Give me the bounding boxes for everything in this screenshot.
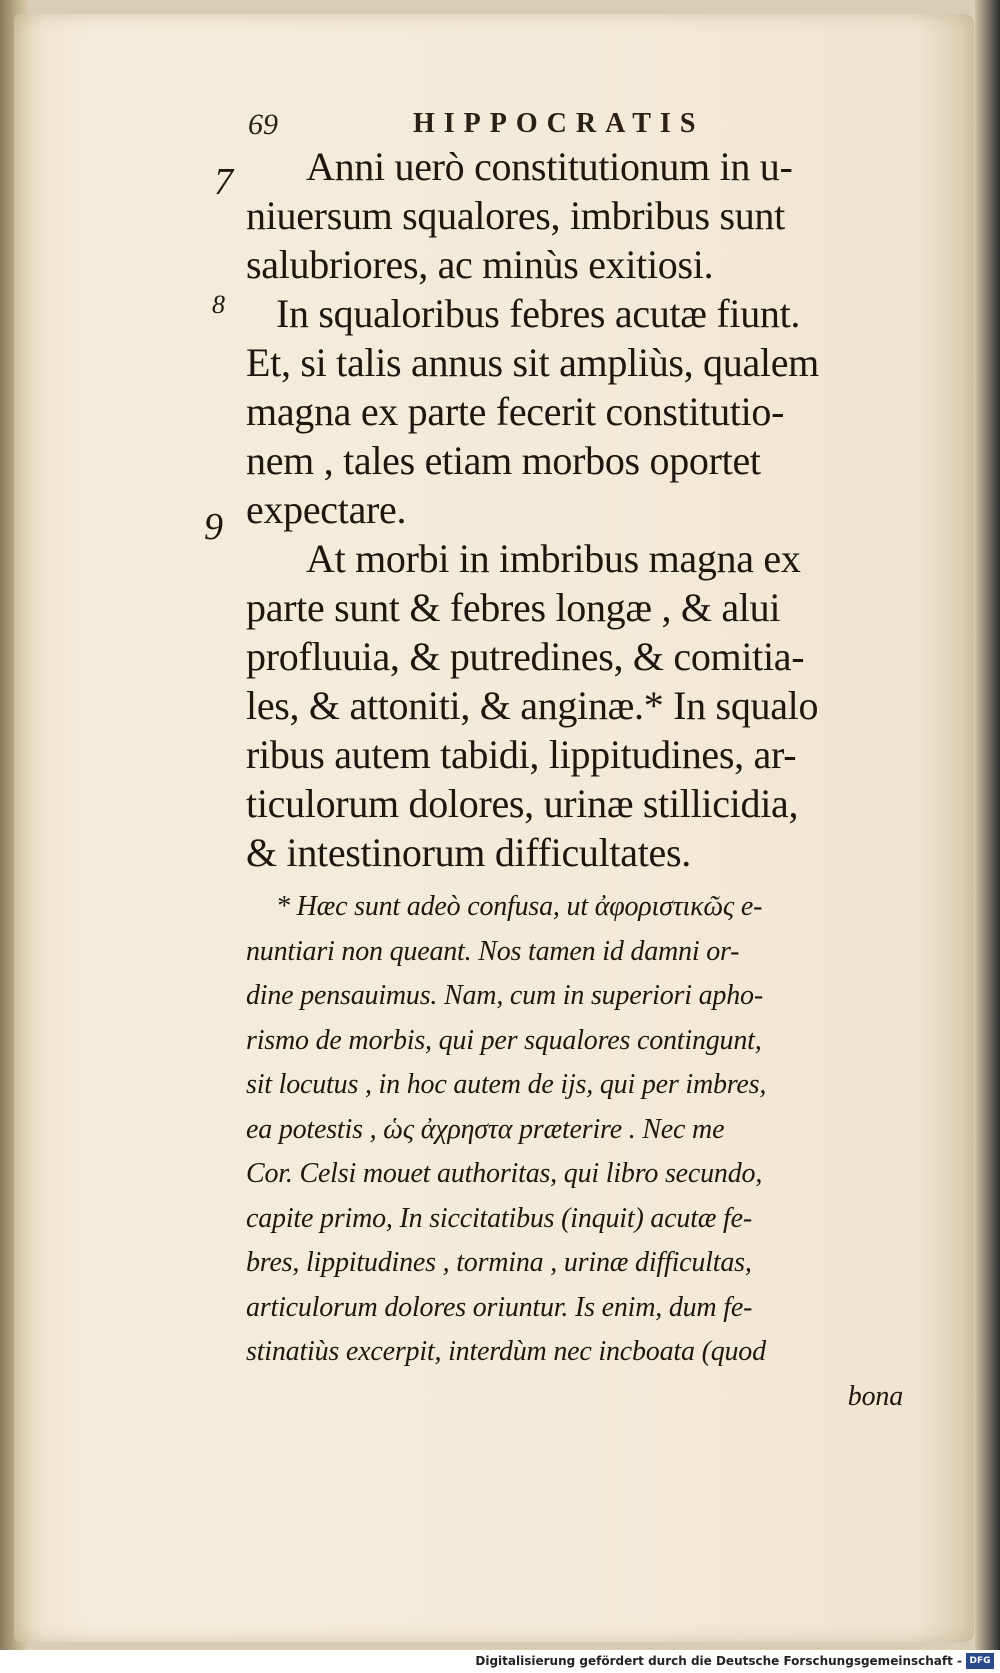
footer-credit: Digitalisierung gefördert durch die Deutsche Forschungsgemeinschaft - bbox=[475, 1654, 962, 1668]
note-line: sit locutus , in hoc autem de ijs, qui per imbres, bbox=[246, 1069, 767, 1100]
note-line: * Hæc sunt adeò confusa, ut ἀφοριστικῶς e- bbox=[276, 891, 763, 922]
note-line: capite primo, In siccitatibus (inquit) acutæ fe- bbox=[246, 1202, 752, 1234]
note-line: articulorum dolores oriuntur. Is enim, dum fe- bbox=[246, 1291, 753, 1323]
note-line: nuntiari non queant. Nos tamen id damni or- bbox=[246, 935, 740, 967]
note-line: stinatiùs excerpit, interdùm nec incboata (quod bbox=[246, 1336, 766, 1367]
text-line: ribus autem tabidi, lippitudines, ar- bbox=[246, 732, 797, 777]
text-line: les, & attoniti, & anginæ.* In squalo bbox=[246, 683, 819, 728]
text-line: & intestinorum difficultates. bbox=[246, 830, 691, 875]
text-line: parte sunt & febres longæ , & alui bbox=[246, 585, 781, 630]
note-line: dine pensauimus. Nam, cum in superiori apho- bbox=[246, 980, 763, 1011]
aphorism-number-7: 7 bbox=[214, 161, 233, 203]
note-line: Cor. Celsi mouet authoritas, qui libro secundo, bbox=[246, 1158, 763, 1189]
note-line: ea potestis , ὡς ἀχρηστα præterire . Nec me bbox=[246, 1113, 725, 1145]
text-line: salubriores, ac minùs exitiosi. bbox=[246, 242, 714, 287]
note-line: rismo de morbis, qui per squalores contingunt, bbox=[246, 1024, 762, 1056]
text-line: ticulorum dolores, urinæ stillicidia, bbox=[246, 781, 799, 826]
text-line: Et, si talis annus sit ampliùs, qualem bbox=[246, 340, 819, 385]
note-line: bres, lippitudines , tormina , urinæ difficultas, bbox=[246, 1247, 752, 1278]
running-head: HIPPOCRATIS bbox=[413, 108, 705, 139]
text-line: In squaloribus febres acutæ fiunt. bbox=[276, 291, 801, 336]
main-text-block bbox=[246, 142, 911, 1419]
text-line: nem , tales etiam morbos oportet bbox=[246, 438, 761, 483]
text-line: magna ex parte fecerit constitutio- bbox=[246, 389, 785, 434]
digitization-footer bbox=[0, 1650, 1000, 1673]
aphorism-number-8: 8 bbox=[212, 290, 225, 319]
commentary-note bbox=[246, 885, 911, 1419]
page-edge-shadow bbox=[975, 0, 1000, 1650]
catchword: bona bbox=[847, 1380, 903, 1412]
text-line: niuersum squalores, imbribus sunt bbox=[246, 193, 785, 238]
page-number: 69 bbox=[248, 108, 278, 141]
text-line: expectare. bbox=[246, 487, 407, 532]
text-line: Anni uerò constitutionum in u- bbox=[306, 144, 793, 189]
text-line: At morbi in imbribus magna ex bbox=[306, 536, 801, 581]
aphorism-number-9: 9 bbox=[204, 506, 223, 548]
text-line: profluuia, & putredines, & comitia- bbox=[246, 634, 805, 679]
dfg-logo: DFG bbox=[966, 1653, 994, 1669]
